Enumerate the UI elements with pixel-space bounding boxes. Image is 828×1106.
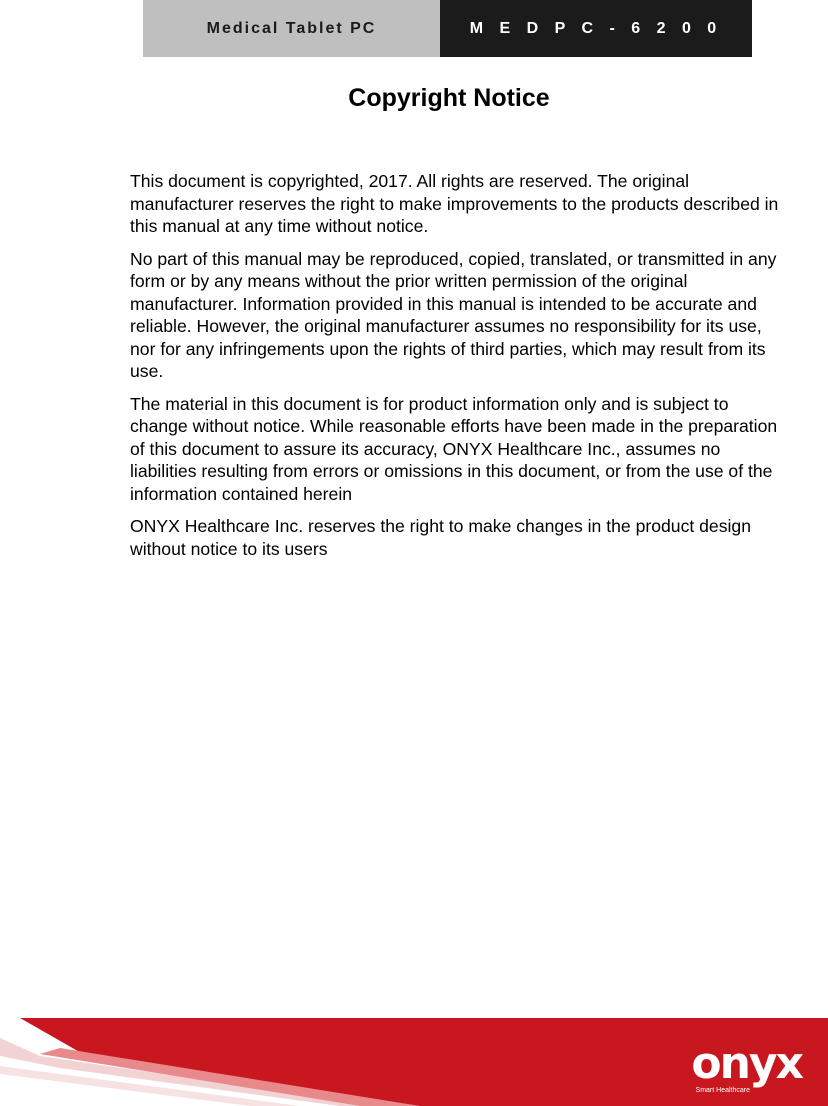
page-title: Copyright Notice — [348, 84, 550, 112]
model-label: M E D P C - 6 2 0 0 — [440, 0, 752, 57]
paragraph-reproduction: No part of this manual may be reproduced, copied, translated, or transmitted in any form or by any means without the prior written permission of the original manufacturer. Information provided in this manual is intended to be accurate and reliable. However, the original manufacturer assumes no responsibility for its use, nor for any infringements upon the rights of third parties, which may result from its use. — [130, 248, 777, 381]
paragraph-design-changes: ONYX Healthcare Inc. reserves the right to make changes in the product design without notice to its users — [130, 516, 751, 559]
logo-wordmark: onyx — [691, 1038, 802, 1089]
document-body — [130, 170, 790, 570]
logo-tagline: Smart Healthcare — [695, 1087, 750, 1094]
product-label: Medical Tablet PC — [143, 0, 440, 57]
paragraph-liability: The material in this document is for product information only and is subject to change without notice. While reasonable efforts have been made in the preparation of this document to assure its accuracy, ONYX Healthcare Inc., assumes no liabilities resulting from errors or omissions in this document, or from the use of the information contained herein — [130, 393, 778, 504]
header-bar — [143, 0, 752, 57]
onyx-logo — [672, 1038, 802, 1100]
paragraph-copyright: This document is copyrighted, 2017. All rights are reserved. The original manufacturer reserves the right to make improvements to the products described in this manual at any time without notice. — [130, 171, 779, 236]
footer-banner — [0, 1018, 828, 1106]
